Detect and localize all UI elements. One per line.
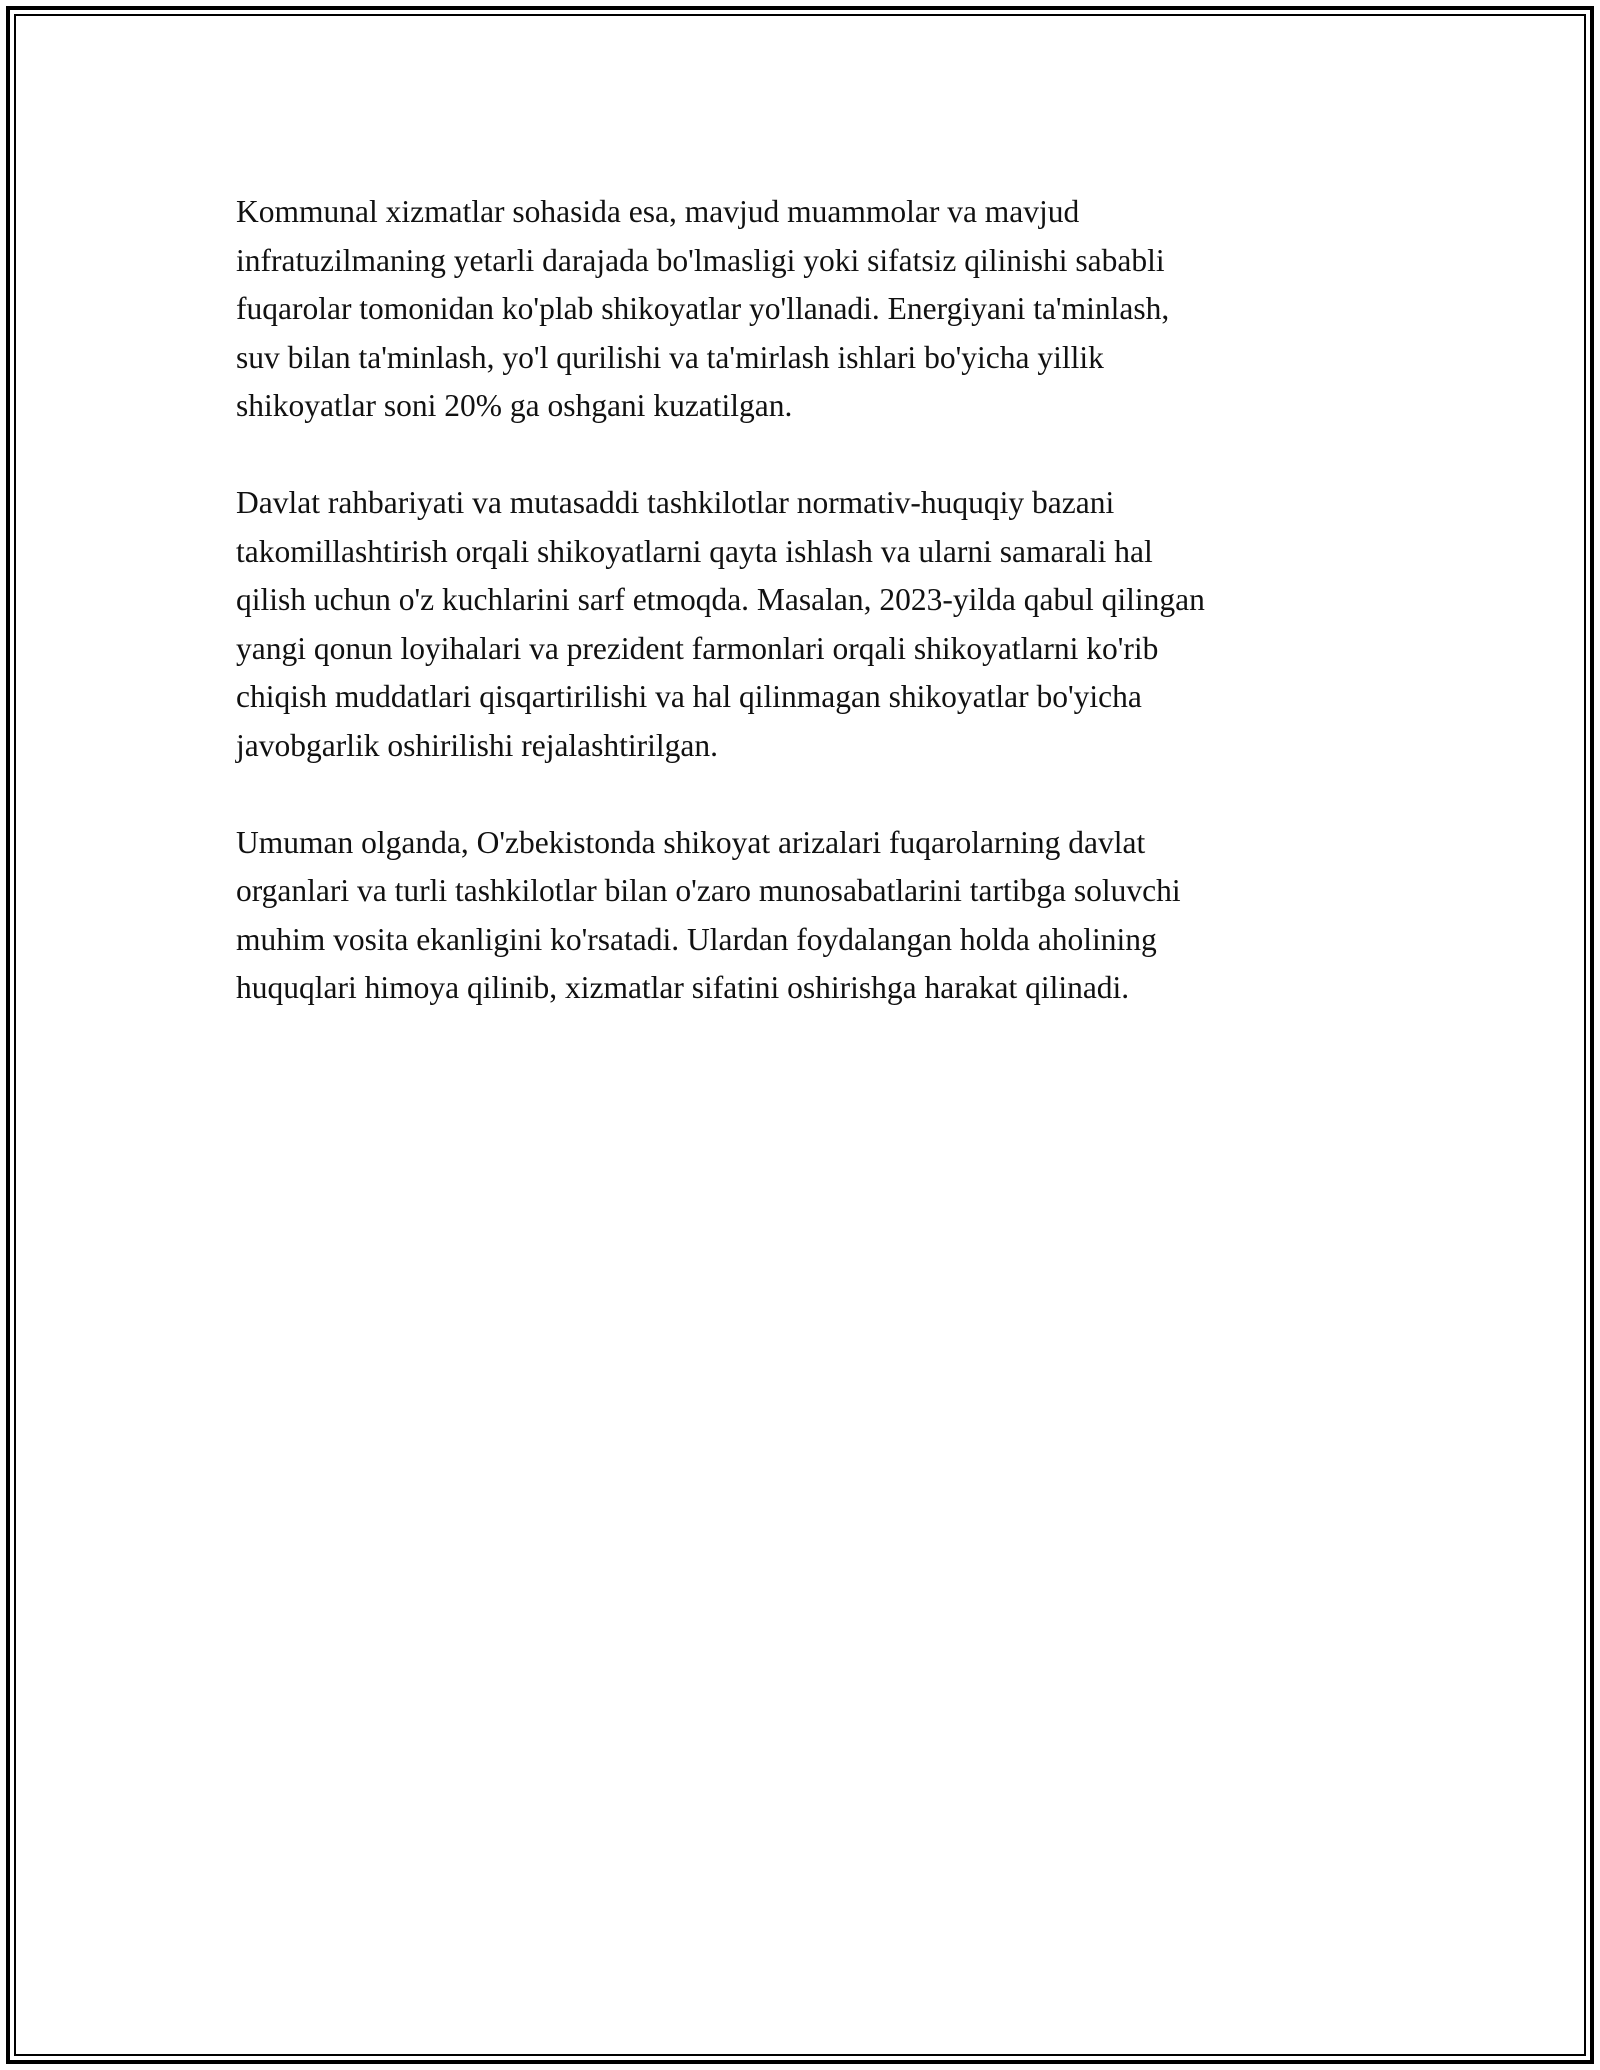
text-line: yangi qonun loyihalari va prezident farmonlari orqali shikoyatlarni ko'rib (236, 630, 1159, 666)
text-line: Davlat rahbariyati va mutasaddi tashkilotlar normativ-huquqiy bazani (236, 485, 1115, 520)
text-line: huquqlari himoya qilinib, xizmatlar sifatini oshirishga harakat qilinadi. (236, 970, 1130, 1005)
text-line: organlari va turli tashkilotlar bilan o'zaro munosabatlarini tartibga soluvchi (236, 873, 1181, 908)
paragraph-2 (236, 479, 1386, 770)
text-line: takomillashtirish orqali shikoyatlarni qayta ishlash va ularni samarali hal (236, 533, 1153, 569)
text-line: fuqarolar tomonidan ko'plab shikoyatlar yo'llanadi. Energiyani ta'minlash, (236, 291, 1170, 326)
text-line: infratuzilmaning yetarli darajada bo'lmasligi yoki sifatsiz qilinishi sababli (236, 242, 1165, 278)
text-line: shikoyatlar soni 20% ga oshgani kuzatilgan. (236, 388, 793, 423)
text-line: Umuman olganda, O'zbekistonda shikoyat arizalari fuqarolarning davlat (236, 824, 1146, 860)
text-line: suv bilan ta'minlash, yo'l qurilishi va ta'mirlash ishlari bo'yicha yillik (236, 339, 1104, 375)
text-line: chiqish muddatlari qisqartirilishi va hal qilinmagan shikoyatlar bo'yicha (236, 679, 1142, 714)
paragraph-1 (236, 188, 1386, 431)
text-line: javobgarlik oshirilishi rejalashtirilgan. (236, 727, 719, 763)
text-line: muhim vosita ekanligini ko'rsatadi. Ulardan foydalangan holda aholining (236, 921, 1157, 957)
document-body (236, 188, 1386, 1061)
text-line: qilish uchun o'z kuchlarini sarf etmoqda. Masalan, 2023-yilda qabul qilingan (236, 582, 1205, 617)
text-line: Kommunal xizmatlar sohasida esa, mavjud muammolar va mavjud (236, 194, 1080, 229)
paragraph-3 (236, 819, 1386, 1013)
